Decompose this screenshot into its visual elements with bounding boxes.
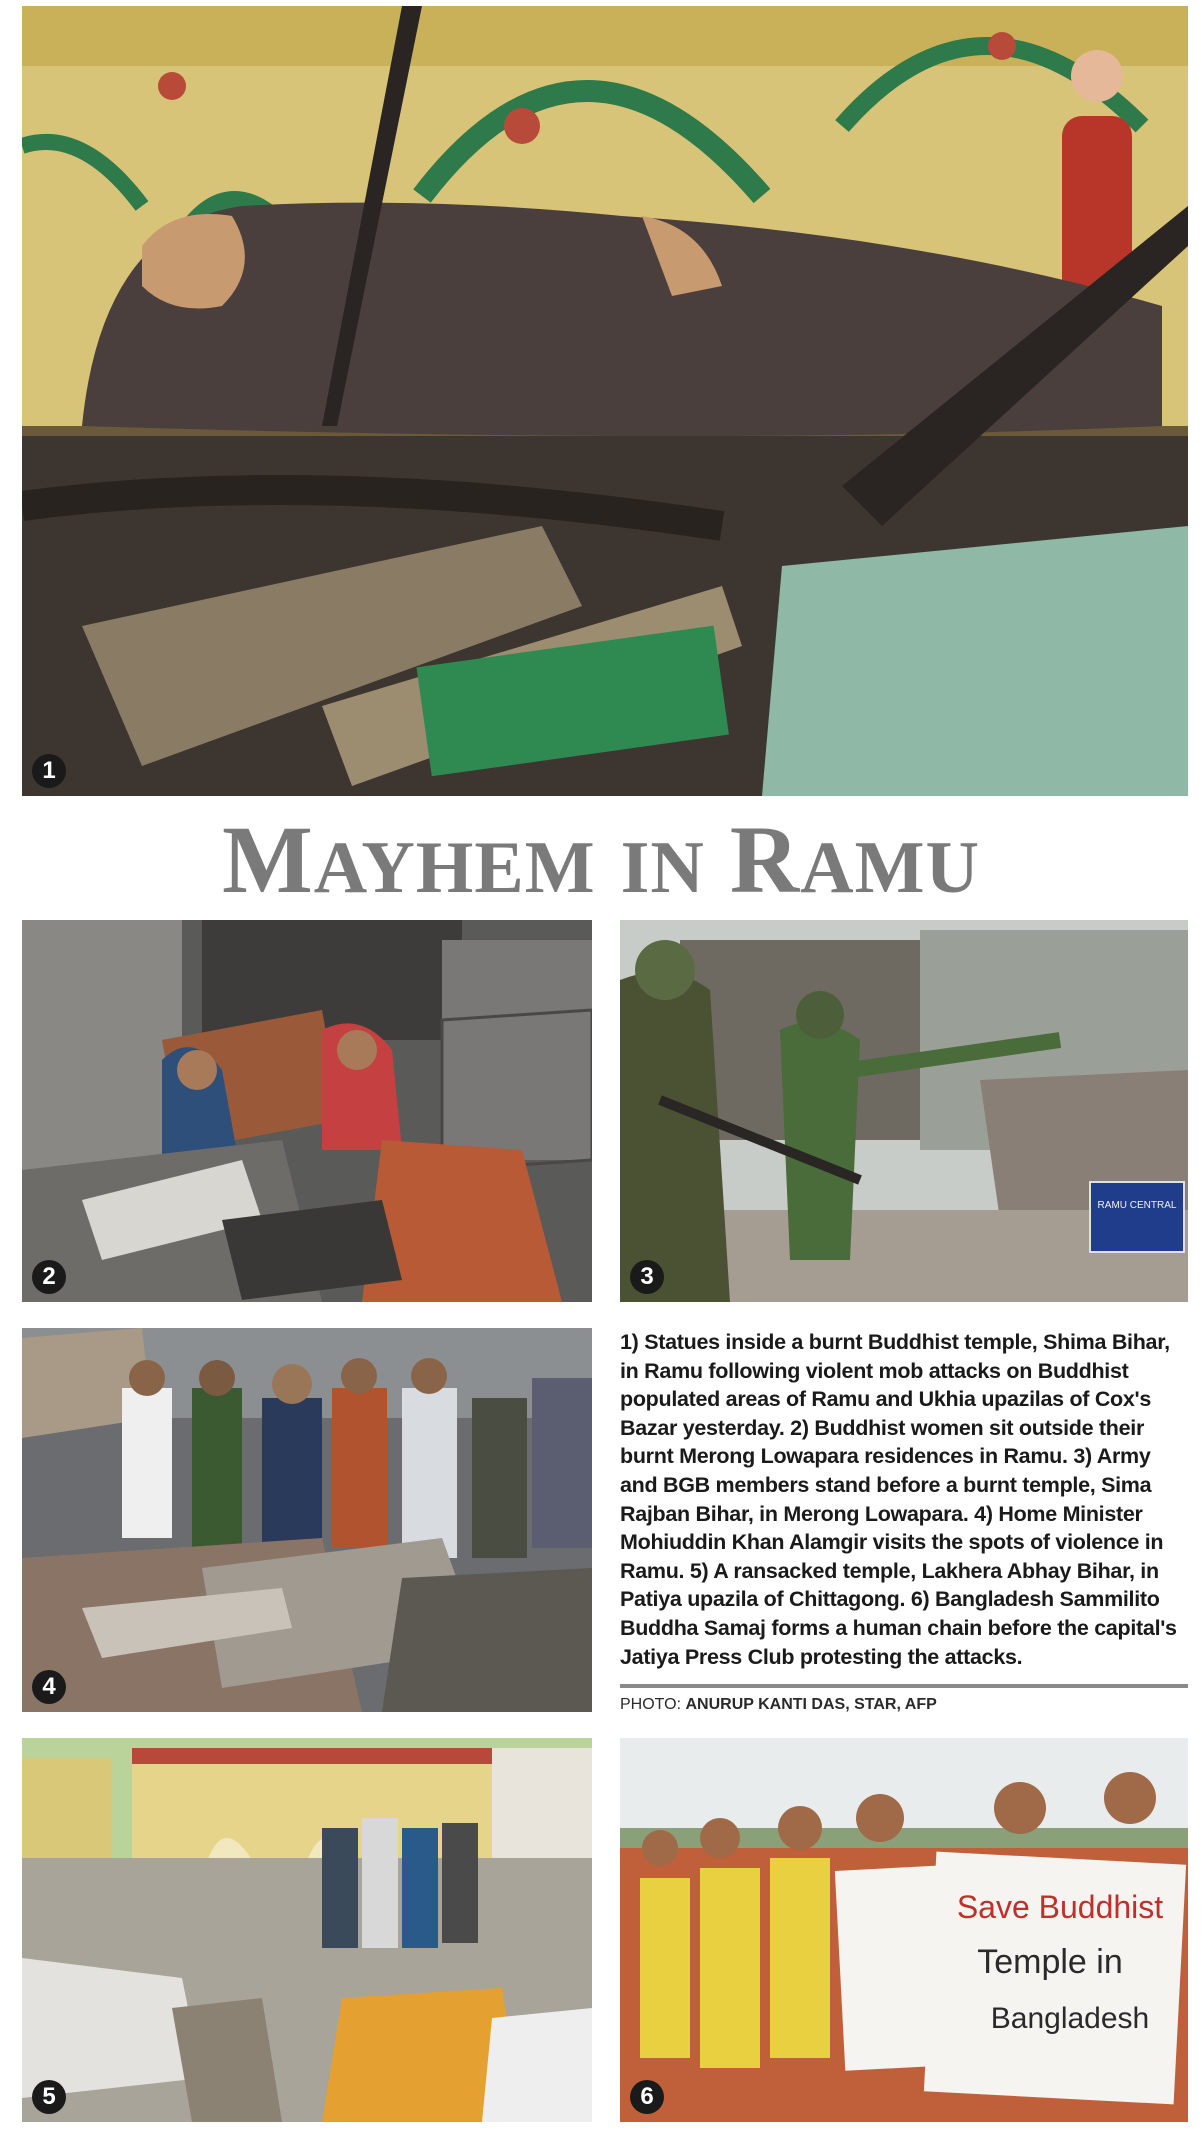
photo-number-badge: 6: [630, 2080, 664, 2114]
photo-women-burnt-residences: [22, 920, 592, 1302]
photo-number-badge: 3: [630, 1260, 664, 1294]
photo-reclining-buddha: [22, 6, 1188, 796]
photo-number-badge: 4: [32, 1670, 66, 1704]
headline-last-initial: R: [729, 806, 801, 913]
photo-1-image: [22, 6, 1188, 796]
photo-3-image: [620, 920, 1188, 1302]
photo-credit: [620, 1696, 1188, 1714]
photo-2-image: [22, 920, 592, 1302]
photo-5-image: [22, 1738, 592, 2122]
photo-credit-names: ANURUP KANTI DAS, STAR, AFP: [685, 1696, 937, 1713]
photo-credit-label: PHOTO:: [620, 1696, 682, 1713]
photo-ransacked-temple: [22, 1738, 592, 2122]
headline-first-rest: AYHEM: [313, 827, 596, 909]
photo-6-image: [620, 1738, 1188, 2122]
photo-caption: 1) Statues inside a burnt Buddhist temple, Shima Bihar, in Ramu following violent mob attacks on Buddhist populated areas of Ramu and Ukhia upazilas of Cox's Bazar yesterday. 2) Buddhist women sit outside their burnt Merong Lowapara residences in Ramu. 3) Army and BGB members stand before a burnt temple, Sima Rajban Bihar, in Merong Lowapara. 4) Home Minister Mohiuddin Khan Alamgir visits the spots of violence in Ramu. 5) A ransacked temple, Lakhera Abhay Bihar, in Patiya upazila of Chittagong. 6) Bangladesh Sammilito Buddha Samaj forms a human chain before the capital's Jatiya Press Club protesting the attacks.: [620, 1330, 1177, 1669]
headline-middle: IN: [620, 827, 705, 909]
placard-line-1: Save Buddhist: [956, 1889, 1164, 1925]
placard-line-2: Temple in: [977, 1943, 1123, 1981]
caption-divider: [620, 1684, 1188, 1688]
photo-number-badge: 2: [32, 1260, 66, 1294]
photo-number-badge: 1: [32, 754, 66, 788]
temple-sign-text: RAMU CENTRAL: [1097, 1200, 1177, 1211]
headline: [0, 806, 1202, 918]
headline-last-rest: AMU: [800, 827, 980, 909]
headline-first-initial: M: [222, 806, 314, 913]
photo-army-burnt-temple: [620, 920, 1188, 1302]
photo-4-image: [22, 1328, 592, 1712]
photo-human-chain-protest: [620, 1738, 1188, 2122]
placard-line-3: Bangladesh: [990, 2002, 1150, 2035]
photo-home-minister-visit: [22, 1328, 592, 1712]
photo-number-badge: 5: [32, 2080, 66, 2114]
